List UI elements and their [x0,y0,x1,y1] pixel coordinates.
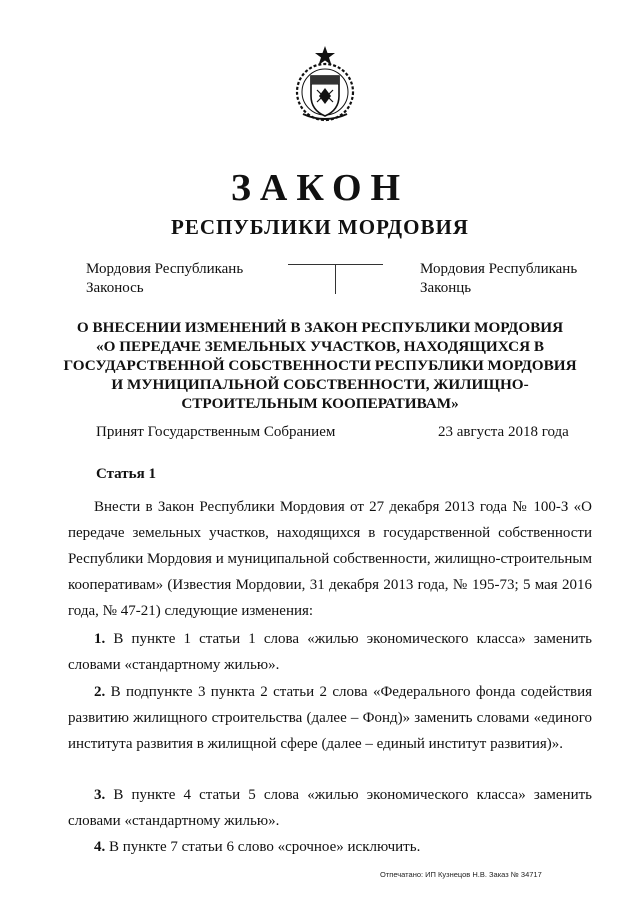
print-note: Отпечатано: ИП Кузнецов Н.В. Заказ № 34717 [380,870,542,879]
amendment-text: В пункте 4 статьи 5 слова «жилью экономического класса» заменить словами «стандартному жилью». [68,787,593,829]
amendment-text: В пункте 7 статьи 6 слово «срочное» исключить. [109,839,421,855]
article-intro: Внести в Закон Республики Мордовия от 27 декабря 2013 года № 100-З «О передаче земельных участков, находящихся в государственной собственности Республики Мордовия и муниципальной собственности, жилищно-строительным кооперативам» (Известия Мордовии, 31 декабря 2013 года, № 195-73; 5 мая 2016 года, № 47-21) следующие изменения: [68,499,592,619]
adopted-date: 23 августа 2018 года [438,424,569,440]
amendment-number: 2. [94,684,106,700]
law-name-erzya-line2: Законось [86,280,144,296]
amendment-item [68,626,592,678]
amendment-text: В подпункте 3 пункта 2 статьи 2 слова «Федерального фонда содействия развитию жилищного строительства (далее – Фонд)» заменить словами «единого института развития в жилищной сфере (далее – единый институт развития)». [68,684,593,752]
header-divider-stem [335,264,336,294]
amendment-item [68,679,592,757]
amendment-item [68,782,592,834]
amendment-number: 3. [94,787,106,803]
adopted-by: Принят Государственным Собранием [96,424,336,440]
act-title-line: ГОСУДАРСТВЕННОЙ СОБСТВЕННОСТИ РЕСПУБЛИКИ МОРДОВИЯ [63,357,577,374]
law-name-moksha-line1: Мордовия Республикань [420,261,578,277]
law-name-erzya [86,260,243,298]
amendment-number: 4. [94,839,106,855]
amendment-number: 1. [94,631,106,647]
act-title-line: СТРОИТЕЛЬНЫМ КООПЕРАТИВАМ» [181,395,459,412]
article-heading: Статья 1 [96,466,156,482]
amendment-text: В пункте 1 статьи 1 слова «жилью экономического класса» заменить словами «стандартному жилью». [68,631,593,673]
act-title [60,318,580,413]
law-name-moksha [420,260,577,298]
law-name-erzya-line1: Мордовия Республикань [86,261,244,277]
act-title-line: И МУНИЦИПАЛЬНОЙ СОБСТВЕННОСТИ, ЖИЛИЩНО- [111,376,529,393]
coat-of-arms-icon [293,44,357,124]
act-title-line: О ВНЕСЕНИИ ИЗМЕНЕНИЙ В ЗАКОН РЕСПУБЛИКИ МОРДОВИЯ [76,319,564,336]
law-subtitle: РЕСПУБЛИКИ МОРДОВИЯ [171,215,469,239]
law-name-moksha-line2: Законць [420,280,472,296]
amendment-item [68,834,592,860]
act-title-line: «О ПЕРЕДАЧЕ ЗЕМЕЛЬНЫХ УЧАСТКОВ, НАХОДЯЩИХСЯ В [96,338,544,355]
law-title: ЗАКОН [230,167,410,209]
